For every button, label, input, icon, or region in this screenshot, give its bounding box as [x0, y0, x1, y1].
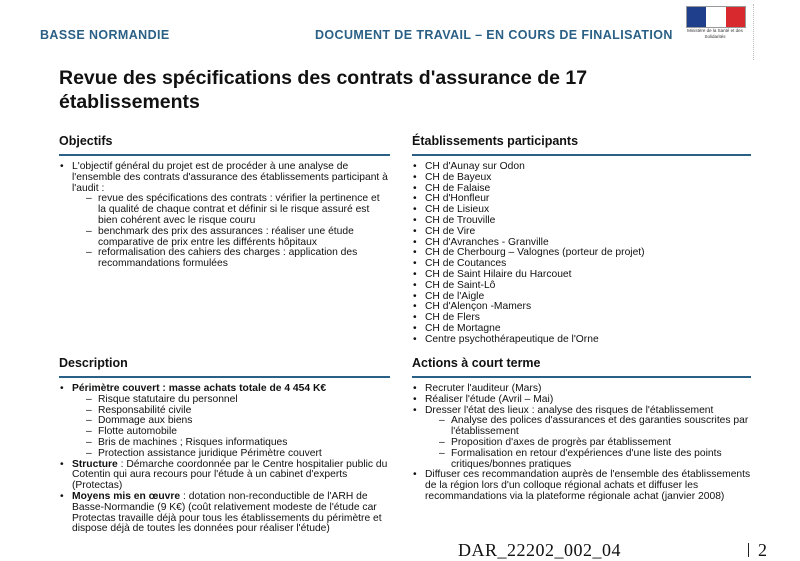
document-status: DOCUMENT DE TRAVAIL – EN COURS DE FINALISATION — [315, 28, 673, 42]
structure-text: : Démarche coordonnée par le Centre hospitalier public du Cotentin qui aura recours pour l'étude à un cabinet d'experts (Protectas) — [72, 458, 388, 492]
list-item: • Diffuser ces recommandation auprès de l'ensemble des établissements de la région lors d'un colloque régional achats et diffuser les recommandations via la plateforme régionale achat (janvier 2008) — [412, 470, 751, 502]
list-item: • CH de Lisieux — [412, 205, 751, 216]
list-item: • Centre psychothérapeutique de l'Orne — [412, 335, 751, 346]
list-item — [59, 384, 390, 460]
list-item: • Réaliser l'étude (Avril – Mai) — [412, 395, 751, 406]
logo-text: Ministère de la Santé et des Solidarités — [687, 28, 743, 39]
section-description — [59, 356, 390, 535]
list-item: • CH de Saint Hilaire du Harcouet — [412, 270, 751, 281]
divider — [753, 4, 755, 60]
section-heading: Objectifs — [59, 134, 390, 156]
list-item: – Protection assistance juridique Périmètre couvert — [72, 449, 390, 460]
list-item: • CH de l'Aigle — [412, 292, 751, 303]
list-item: – Dommage aux biens — [72, 416, 390, 427]
list-item: – Flotte automobile — [72, 427, 390, 438]
list-item — [412, 406, 751, 471]
list-item: • CH de Bayeux — [412, 173, 751, 184]
list-item: • CH d'Aunay sur Odon — [412, 162, 751, 173]
list-item: – benchmark des prix des assurances : réaliser une étude comparative de prix entre les différents hôpitaux — [72, 227, 390, 249]
page-title: Revue des spécifications des contrats d'assurance de 17 établissements — [59, 67, 588, 113]
list-item — [59, 460, 390, 492]
list-item: – Analyse des polices d'assurances et des garanties souscrites par l'établissement — [425, 416, 751, 438]
list-item: – reformalisation des cahiers des charges : application des recommandations formulées — [72, 248, 390, 270]
moyens-label: Moyens mis en œuvre — [72, 490, 181, 502]
objectifs-intro: L'objectif général du projet est de procéder à une analyse de l'ensemble des contrats d'assurance des établissements participant à l'audit : — [72, 161, 388, 194]
section-heading: Établissements participants — [412, 134, 751, 156]
list-item: • CH de Trouville — [412, 216, 751, 227]
list-item — [59, 492, 390, 535]
moyens-text: : dotation non-reconductible de l'ARH de Basse-Normandie (9 K€) (coût relativement modeste de l'étude car Protectas travaille déjà pour tous les établissements du périmètre et dispose déjà de toutes les données pour réaliser l'étude) — [72, 490, 382, 535]
list-item — [59, 162, 390, 270]
section-actions — [412, 356, 751, 503]
list-item: • CH de Cherbourg – Valognes (porteur de projet) — [412, 248, 751, 259]
list-item: – Responsabilité civile — [72, 406, 390, 417]
section-objectifs — [59, 134, 390, 270]
list-item: – Formalisation en retour d'expériences d'une liste des points critiques/bonnes pratiques — [425, 449, 751, 471]
list-item: • Recruter l'auditeur (Mars) — [412, 384, 751, 395]
list-item: • CH de Falaise — [412, 184, 751, 195]
section-heading: Actions à court terme — [412, 356, 751, 378]
section-heading: Description — [59, 356, 390, 378]
list-item: – revue des spécifications des contrats : vérifier la pertinence et la qualité de chaque contrat et définir si le risque assuré est bien cohérent avec le risque couru — [72, 194, 390, 226]
ministry-logo — [686, 6, 748, 58]
document-reference: DAR_22202_002_04 — [458, 540, 622, 560]
list-item: – Proposition d'axes de progrès par établissement — [425, 438, 751, 449]
list-item: • CH d'Alençon -Mamers — [412, 302, 751, 313]
list-item: • CH de Coutances — [412, 259, 751, 270]
list-item: • CH de Flers — [412, 313, 751, 324]
divider — [748, 543, 749, 557]
list-item: • CH de Saint-Lô — [412, 281, 751, 292]
list-item: – Bris de machines ; Risques informatiques — [72, 438, 390, 449]
page-number: 2 — [758, 540, 767, 560]
list-item: • CH de Mortagne — [412, 324, 751, 335]
list-item: • CH de Vire — [412, 227, 751, 238]
french-flag-icon — [686, 6, 746, 28]
list-item: • CH d'Avranches - Granville — [412, 238, 751, 249]
region-label: BASSE NORMANDIE — [40, 28, 170, 42]
perimetre-label: Périmètre couvert : masse achats totale de 4 454 K€ — [72, 383, 327, 394]
list-item: • CH d'Honfleur — [412, 194, 751, 205]
list-item: – Risque statutaire du personnel — [72, 395, 390, 406]
structure-label: Structure — [72, 458, 118, 470]
section-etablissements — [412, 134, 751, 346]
action-text: Dresser l'état des lieux : analyse des risques de l'établissement — [425, 404, 714, 416]
